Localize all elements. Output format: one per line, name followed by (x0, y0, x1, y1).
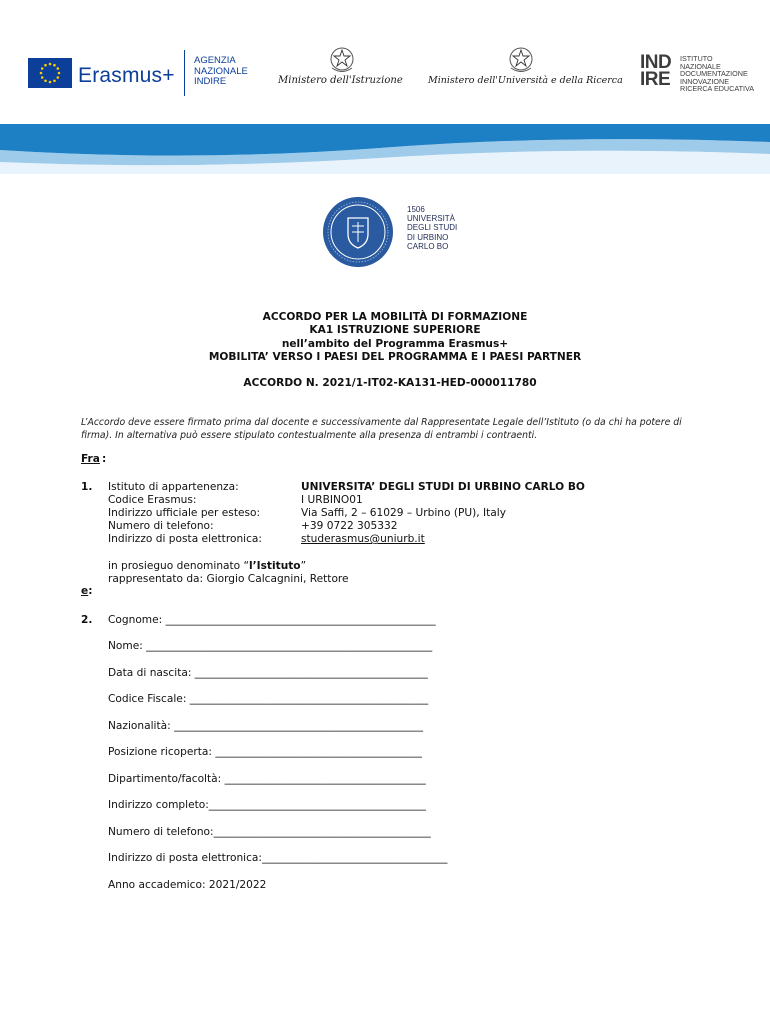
email-link[interactable]: studerasmus@uniurb.it (301, 533, 425, 545)
represented-by: rappresentato da: Giorgio Calcagnini, Rettore (108, 573, 349, 585)
nationality-field[interactable]: Nazionalità: _______________________________________________ (108, 720, 424, 732)
indire-text-line: DOCUMENTAZIONE (680, 69, 748, 79)
department-field[interactable]: Dipartimento/facoltà: ______________________________________ (108, 773, 426, 785)
institution-value: UNIVERSITA’ DEGLI STUDI DI URBINO CARLO BO (301, 481, 585, 493)
quote-close: ” (300, 560, 307, 572)
tax-code-field[interactable]: Codice Fiscale: _____________________________________________ (108, 693, 429, 705)
signature-notice: L’Accordo deve essere firmato prima dal docente e successivamente dal Rappresentate Legale dell’Istituto (o da chi ha potere di firma). In alternativa può essere stipulato contestualmente alla presenza di entrambi i contraenti. (81, 417, 682, 441)
surname-field[interactable]: Cognome: ___________________________________________________ (108, 614, 436, 626)
party-1-row-email (108, 533, 425, 546)
indire-mark-line: IRE (640, 69, 671, 90)
logo-divider (184, 50, 185, 96)
birth-date-field[interactable]: Data di nascita: ____________________________________________ (108, 667, 428, 679)
italian-republic-emblem-icon (327, 44, 357, 76)
italian-republic-emblem-icon (506, 44, 536, 76)
and-label (81, 585, 92, 597)
email-field[interactable]: Indirizzo di posta elettronica:___________________________________ (108, 852, 448, 864)
document-title (0, 311, 770, 365)
university-logo-line: 1506 (407, 205, 425, 214)
ministry-university-logo: Ministero dell'Università e della Ricerca (428, 75, 623, 86)
agency-line: INDIRE (194, 76, 227, 87)
designation-term: l’Istituto (249, 560, 301, 572)
party-1-row-address (108, 507, 506, 520)
university-logo-line: UNIVERSITÀ (407, 214, 456, 224)
title-line: MOBILITA’ VERSO I PAESI DEL PROGRAMMA E I PAESI PARTNER (208, 351, 582, 364)
position-field[interactable]: Posizione ricoperta: _______________________________________ (108, 746, 422, 758)
ministry-education-logo: Ministero dell'Istruzione (278, 75, 403, 86)
institution-designation (108, 560, 306, 573)
header-logos (0, 0, 770, 120)
university-logo-line: DEGLI STUDI (407, 223, 458, 233)
indire-logo-text (680, 55, 754, 93)
designation-prefix: in prosieguo denominato (108, 560, 244, 572)
decorative-blue-band (0, 124, 770, 174)
name-field[interactable]: Nome: ______________________________________________________ (108, 640, 433, 652)
address-value: Via Saffi, 2 – 61029 – Urbino (PU), Italy (301, 507, 506, 519)
party-1-row-institution (108, 481, 585, 494)
row-label: Codice Erasmus: (108, 494, 197, 506)
erasmus-code-value: I URBINO01 (301, 494, 363, 506)
university-logo-text (407, 205, 457, 251)
agency-logo-text (194, 56, 248, 88)
row-label: Numero di telefono: (108, 520, 214, 532)
quote-open: “ (243, 560, 250, 572)
agency-line: AGENZIA (194, 55, 236, 66)
academic-year: Anno accademico: 2021/2022 (108, 879, 267, 891)
row-label: Indirizzo ufficiale per esteso: (108, 507, 261, 519)
indire-text-line: NAZIONALE (680, 61, 721, 71)
phone-field[interactable]: Numero di telefono:_________________________________________ (108, 826, 431, 838)
indire-logo-mark (640, 54, 671, 88)
indire-text-line: RICERCA EDUCATIVA (680, 84, 755, 94)
eu-flag-icon (28, 58, 72, 88)
university-logo-line: DI URBINO (407, 232, 449, 242)
row-label: Indirizzo di posta elettronica: (108, 533, 262, 545)
between-label: Fra (81, 453, 100, 465)
row-label: Istituto di appartenenza: (108, 481, 239, 493)
indire-text-line: ISTITUTO (680, 54, 713, 63)
university-seal-icon (322, 196, 394, 268)
party-1-row-erasmus-code (108, 494, 363, 507)
and-word: e (81, 585, 89, 597)
between-colon: : (102, 453, 107, 465)
party-1-row-phone (108, 520, 398, 533)
indire-text-line: INNOVAZIONE (680, 76, 729, 86)
agreement-number: ACCORDO N. 2021/1-IT02-KA131-HED-000011780 (243, 377, 537, 389)
and-colon: : (88, 585, 93, 597)
agency-line: NAZIONALE (194, 65, 248, 77)
title-line: ACCORDO PER LA MOBILITÀ DI FORMAZIONE (262, 311, 528, 323)
university-logo-line: CARLO BO (407, 241, 449, 251)
party-2-number: 2. (81, 614, 93, 626)
title-line: KA1 ISTRUZIONE SUPERIORE (309, 324, 481, 337)
erasmus-plus-logo: Erasmus+ (78, 64, 175, 87)
title-line: nell’ambito del Programma Erasmus+ (281, 337, 509, 350)
full-address-field[interactable]: Indirizzo completo:_________________________________________ (108, 799, 426, 811)
party-1-number: 1. (81, 481, 93, 493)
phone-value: +39 0722 305332 (301, 520, 398, 532)
indire-mark-line: IND (640, 52, 672, 73)
